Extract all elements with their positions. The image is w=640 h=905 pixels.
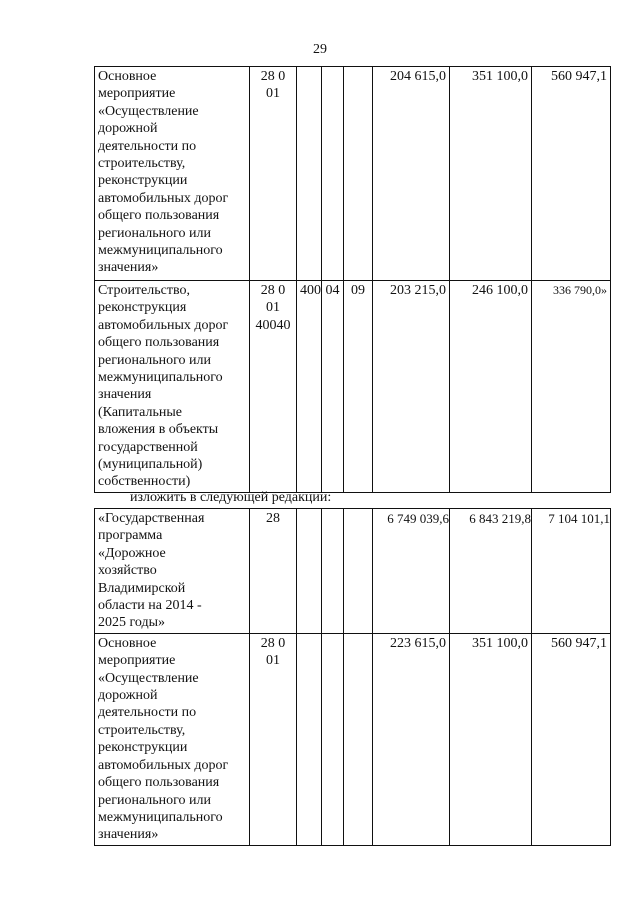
target-article-code: 28 0 01 40040 [250,281,297,493]
target-article-code: 28 [250,509,297,634]
target-article-code: 28 0 01 [250,67,297,281]
section-code [322,633,344,845]
page-number: 29 [313,42,327,57]
table-row [95,633,611,845]
expense-type-code [297,67,322,281]
subsection-code [344,633,373,845]
amount-year-3: 336 790,0» [532,281,611,493]
subsection-code [344,67,373,281]
budget-table-new [94,508,611,846]
amount-year-3: 560 947,1 [532,633,611,845]
section-code: 04 [322,281,344,493]
expense-type-code [297,633,322,845]
row-name: «Государственная программа «Дорожное хозяйство Владимирской области на 2014 - 2025 годы» [95,509,250,634]
expense-type-code [297,509,322,634]
amount-year-1: 204 615,0 [373,67,450,281]
amount-year-3: 7 104 101,1 [532,509,611,634]
amount-year-1: 203 215,0 [373,281,450,493]
amount-year-2: 351 100,0 [450,633,532,845]
amount-year-1: 6 749 039,6 [373,509,450,634]
amount-year-3: 560 947,1 [532,67,611,281]
budget-table-current [94,66,611,493]
row-name: Строительство, реконструкция автомобильных дорог общего пользования регионального или межмуниципального значения (Капитальные вложения в объекты государственной (муниципальной) собственности) [95,281,250,493]
amendment-instruction: изложить в следующей редакции: [130,490,332,505]
target-article-code: 28 0 01 [250,633,297,845]
section-code [322,67,344,281]
amount-year-1: 223 615,0 [373,633,450,845]
subsection-code [344,509,373,634]
table-row [95,509,611,634]
section-code [322,509,344,634]
expense-type-code: 400 [297,281,322,493]
amount-year-2: 6 843 219,8 [450,509,532,634]
table-row [95,67,611,281]
row-name: Основное мероприятие «Осуществление дорожной деятельности по строительству, реконструкции автомобильных дорог общего пользования регионального или межмуниципального значения» [95,633,250,845]
amount-year-2: 246 100,0 [450,281,532,493]
amount-year-2: 351 100,0 [450,67,532,281]
subsection-code: 09 [344,281,373,493]
table-row [95,281,611,493]
row-name: Основное мероприятие «Осуществление дорожной деятельности по строительству, реконструкции автомобильных дорог общего пользования регионального или межмуниципального значения» [95,67,250,281]
